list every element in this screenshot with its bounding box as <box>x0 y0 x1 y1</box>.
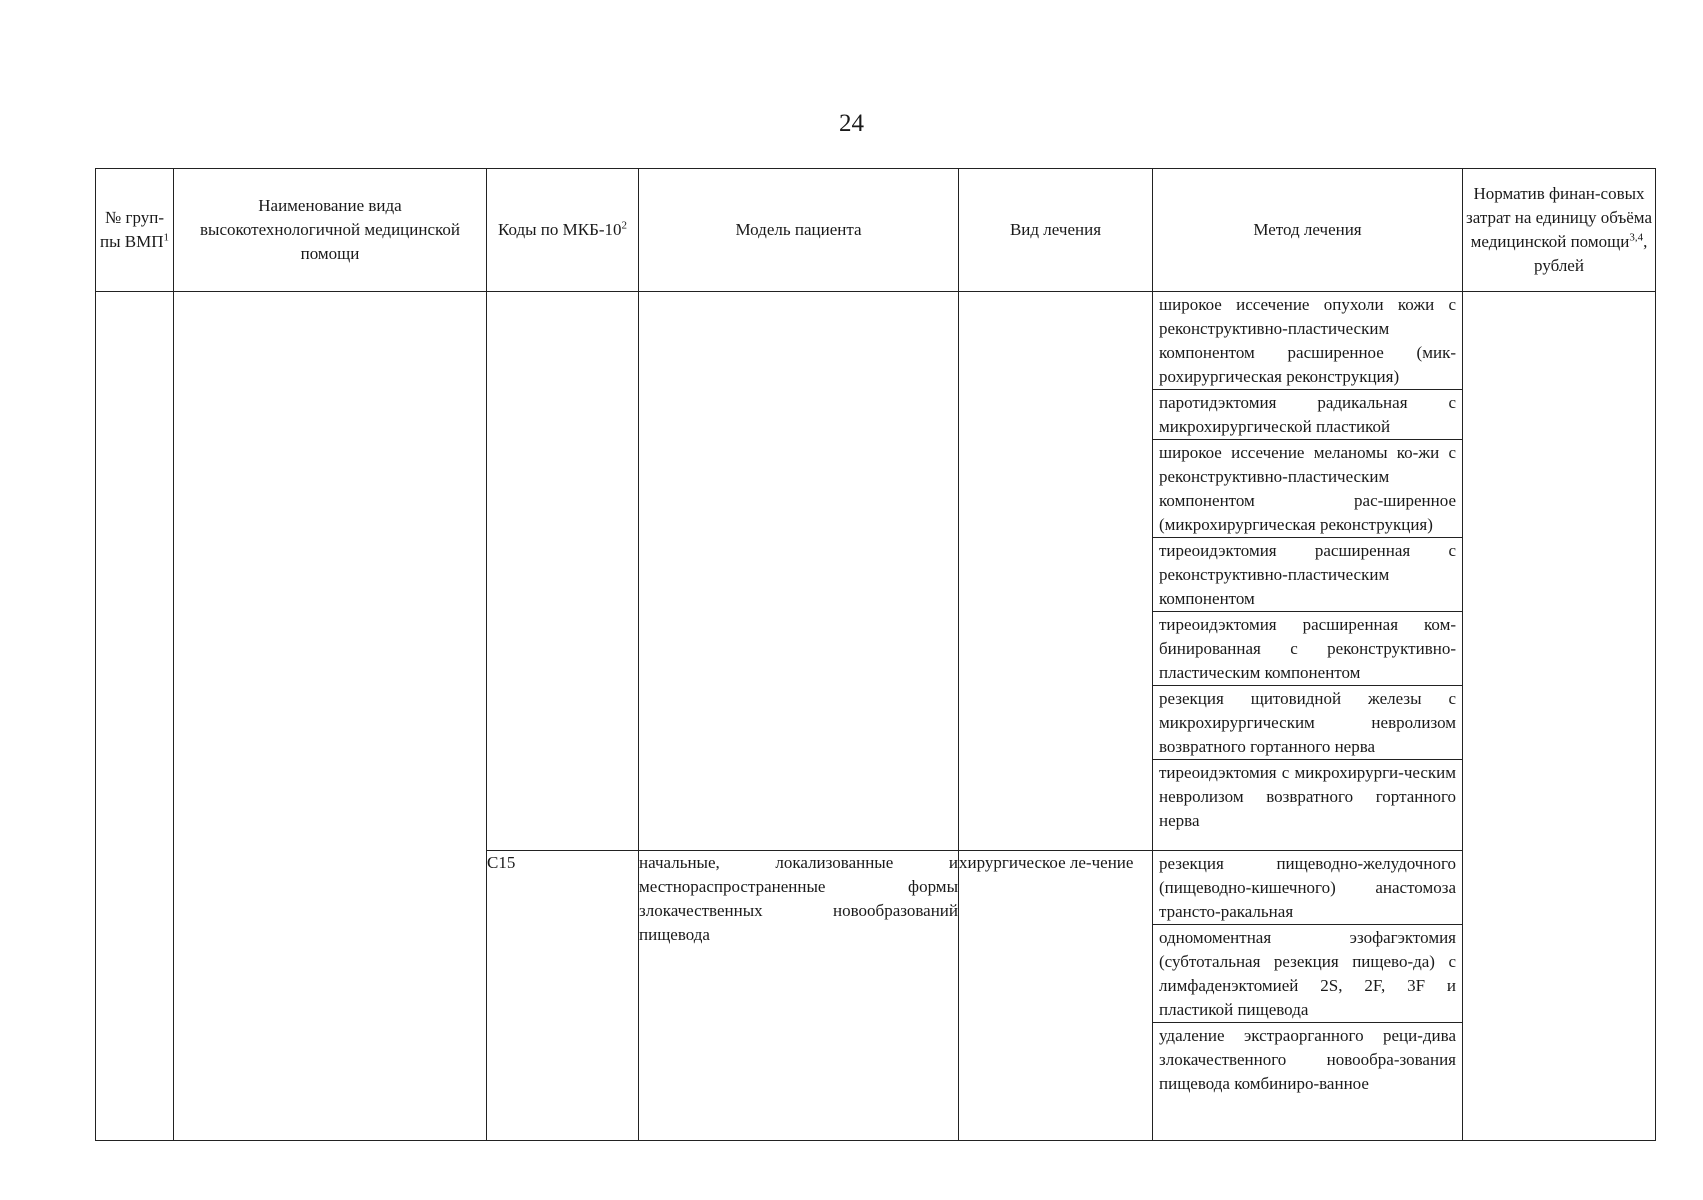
code-cell: C15 <box>487 851 639 1141</box>
model-cell <box>639 292 959 851</box>
method-item: удаление экстраорганного реци-дива злокачественного новообра-зования пищевода комбиниро-ванное <box>1159 1026 1456 1093</box>
model-cell: начальные, локализованные и местнораспространенные формы злокачественных новообразований пищевода <box>639 851 959 1141</box>
method-list <box>1153 292 1462 833</box>
header-name: Наименование вида высокотехнологичной медицинской помощи <box>174 169 487 292</box>
header-cost: Норматив финан-совых затрат на единицу объёма медицинской помощи$^{3,4}$, рублей <box>1463 169 1656 292</box>
codes-cell <box>487 292 639 851</box>
page-number: 24 <box>839 110 864 137</box>
method-item: резекция пищеводно-желудочного (пищеводно-кишечного) анастомоза трансто-ракальная <box>1153 851 1462 925</box>
group-no-cell <box>96 292 174 1141</box>
treatment-type-cell: хирургическое ле-чение <box>959 851 1153 1141</box>
header-row <box>96 169 1656 292</box>
method-item: тиреоидэктомия расширенная ком-бинированная с реконструктивно-пластическим компонентом <box>1153 612 1462 686</box>
header-method: Метод лечения <box>1153 169 1463 292</box>
table-row <box>96 292 1656 851</box>
header-group-no: № груп-пы ВМП$^1$ <box>96 169 174 292</box>
method-cell <box>1153 292 1463 851</box>
treatment-type-cell <box>959 292 1153 851</box>
header-model: Модель пациента <box>639 169 959 292</box>
method-item: одномоментная эзофагэктомия (субтотальная резекция пищево-да) с лимфаденэктомией 2S, 2F, 3F и пластикой пищевода <box>1153 925 1462 1023</box>
vmp-table <box>95 168 1656 1141</box>
method-item: резекция щитовидной железы с микрохирургическим невролизом возвратного гортанного нерва <box>1153 686 1462 760</box>
method-item: тиреоидэктомия расширенная с реконструктивно-пластическим компонентом <box>1153 538 1462 612</box>
method-cell <box>1153 851 1463 1141</box>
method-list <box>1153 851 1462 1096</box>
header-codes: Коды по МКБ-$10^2$ <box>487 169 639 292</box>
cost-cell <box>1463 292 1656 1141</box>
method-item: широкое иссечение опухоли кожи с реконструктивно-пластическим компонентом расширенное (мик-рохирургическая реконструкция) <box>1153 292 1462 390</box>
header-treatment-type: Вид лечения <box>959 169 1153 292</box>
method-item: широкое иссечение меланомы ко-жи с реконструктивно-пластическим компонентом рас-ширенное (микрохирургическая реконструкция) <box>1153 440 1462 538</box>
name-cell <box>174 292 487 1141</box>
method-item: паротидэктомия радикальная с микрохирургической пластикой <box>1153 390 1462 440</box>
method-item: тиреоидэктомия с микрохирурги-ческим невролизом возвратного гортанного нерва <box>1159 763 1456 830</box>
